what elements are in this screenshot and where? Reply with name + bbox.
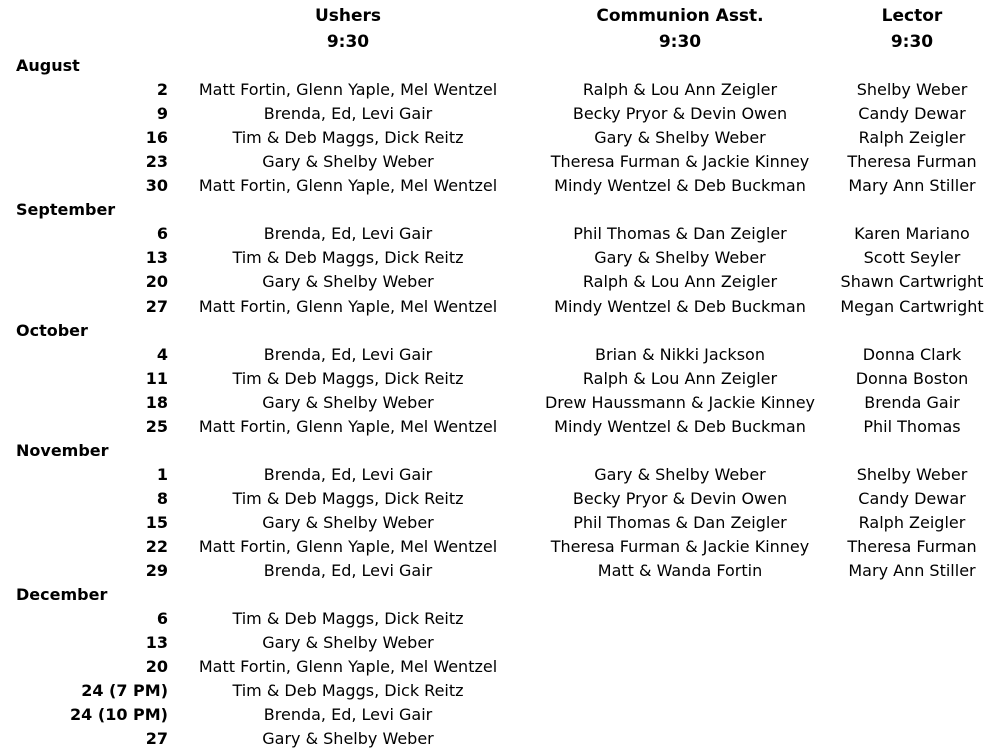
schedule-date: 23 xyxy=(145,152,168,172)
ushers-header: Ushers xyxy=(314,6,382,26)
lector-cell: Shawn Cartwright xyxy=(840,272,984,292)
lector-cell: Ralph Zeigler xyxy=(858,128,966,148)
schedule-date: 30 xyxy=(145,176,168,196)
communion-cell: Becky Pryor & Devin Owen xyxy=(572,488,788,508)
communion-header: Communion Asst. xyxy=(596,6,764,26)
ushers-cell: Brenda, Ed, Levi Gair xyxy=(263,705,433,725)
lector-header: Lector xyxy=(881,6,943,26)
ushers-cell: Tim & Deb Maggs, Dick Reitz xyxy=(232,609,464,629)
ushers-cell: Gary & Shelby Weber xyxy=(262,512,434,532)
ushers-time: 9:30 xyxy=(326,32,370,52)
schedule-date: 18 xyxy=(145,392,168,412)
schedule-date: 1 xyxy=(156,464,168,484)
schedule-date: 13 xyxy=(145,248,168,268)
schedule-date: 8 xyxy=(156,488,168,508)
communion-cell: Phil Thomas & Dan Zeigler xyxy=(573,224,787,244)
lector-cell: Megan Cartwright xyxy=(840,296,984,316)
schedule-date: 6 xyxy=(156,609,168,629)
communion-time: 9:30 xyxy=(658,32,702,52)
ushers-cell: Matt Fortin, Glenn Yaple, Mel Wentzel xyxy=(198,657,498,677)
communion-cell: Mindy Wentzel & Deb Buckman xyxy=(554,296,806,316)
communion-cell: Phil Thomas & Dan Zeigler xyxy=(573,512,787,532)
ushers-cell: Gary & Shelby Weber xyxy=(262,392,434,412)
schedule-date: 6 xyxy=(156,224,168,244)
schedule-date: 24 (10 PM) xyxy=(70,705,168,725)
communion-cell: Becky Pryor & Devin Owen xyxy=(572,104,788,124)
lector-cell: Theresa Furman xyxy=(847,152,977,172)
ushers-cell: Tim & Deb Maggs, Dick Reitz xyxy=(232,128,464,148)
month-heading: October xyxy=(16,320,88,340)
ushers-cell: Brenda, Ed, Levi Gair xyxy=(263,224,433,244)
lector-cell: Ralph Zeigler xyxy=(858,512,966,532)
schedule-date: 25 xyxy=(145,416,168,436)
communion-cell: Drew Haussmann & Jackie Kinney xyxy=(544,392,816,412)
lector-cell: Mary Ann Stiller xyxy=(848,176,976,196)
communion-cell: Gary & Shelby Weber xyxy=(594,248,766,268)
ushers-cell: Tim & Deb Maggs, Dick Reitz xyxy=(232,368,464,388)
ushers-cell: Brenda, Ed, Levi Gair xyxy=(263,104,433,124)
lector-cell: Brenda Gair xyxy=(864,392,960,412)
schedule-date: 16 xyxy=(145,128,168,148)
ushers-cell: Tim & Deb Maggs, Dick Reitz xyxy=(232,248,464,268)
ushers-cell: Tim & Deb Maggs, Dick Reitz xyxy=(232,488,464,508)
ushers-cell: Matt Fortin, Glenn Yaple, Mel Wentzel xyxy=(198,537,498,556)
schedule-date: 11 xyxy=(145,368,168,388)
ushers-cell: Matt Fortin, Glenn Yaple, Mel Wentzel xyxy=(198,296,498,316)
lector-cell: Shelby Weber xyxy=(856,80,968,100)
communion-cell: Ralph & Lou Ann Zeigler xyxy=(582,368,778,388)
communion-cell: Brian & Nikki Jackson xyxy=(595,344,765,364)
ushers-cell: Gary & Shelby Weber xyxy=(262,633,434,653)
communion-cell: Theresa Furman & Jackie Kinney xyxy=(550,152,810,172)
schedule-date: 20 xyxy=(145,657,168,677)
schedule-date: 2 xyxy=(156,80,168,100)
communion-cell: Theresa Furman & Jackie Kinney xyxy=(550,537,810,556)
lector-cell: Mary Ann Stiller xyxy=(848,561,976,581)
lector-cell: Theresa Furman xyxy=(847,537,977,556)
ushers-cell: Brenda, Ed, Levi Gair xyxy=(263,464,433,484)
communion-cell: Gary & Shelby Weber xyxy=(594,464,766,484)
communion-cell: Ralph & Lou Ann Zeigler xyxy=(582,80,778,100)
schedule-date: 13 xyxy=(145,633,168,653)
lector-cell: Donna Boston xyxy=(855,368,969,388)
ushers-cell: Gary & Shelby Weber xyxy=(262,152,434,172)
month-heading: August xyxy=(16,56,80,75)
communion-cell: Gary & Shelby Weber xyxy=(594,128,766,148)
lector-cell: Candy Dewar xyxy=(858,488,966,508)
month-heading: December xyxy=(16,585,108,605)
month-heading: September xyxy=(16,200,116,220)
lector-time: 9:30 xyxy=(890,32,934,52)
lector-cell: Candy Dewar xyxy=(858,104,966,124)
communion-cell: Matt & Wanda Fortin xyxy=(597,561,763,581)
ushers-cell: Matt Fortin, Glenn Yaple, Mel Wentzel xyxy=(198,80,498,100)
schedule-date: 27 xyxy=(145,296,168,316)
communion-cell: Mindy Wentzel & Deb Buckman xyxy=(554,416,806,436)
ushers-cell: Gary & Shelby Weber xyxy=(262,729,434,749)
ushers-cell: Tim & Deb Maggs, Dick Reitz xyxy=(232,681,464,701)
lector-cell: Donna Clark xyxy=(862,344,962,364)
schedule-date: 27 xyxy=(145,729,168,749)
lector-cell: Shelby Weber xyxy=(856,464,968,484)
lector-cell: Scott Seyler xyxy=(863,248,961,268)
schedule-date: 20 xyxy=(145,272,168,292)
month-heading: November xyxy=(16,440,109,460)
schedule-date: 22 xyxy=(145,537,168,556)
ushers-cell: Matt Fortin, Glenn Yaple, Mel Wentzel xyxy=(198,416,498,436)
schedule-date: 9 xyxy=(156,104,168,124)
ushers-cell: Brenda, Ed, Levi Gair xyxy=(263,344,433,364)
schedule-date: 24 (7 PM) xyxy=(81,681,168,701)
lector-cell: Phil Thomas xyxy=(863,416,961,436)
ushers-cell: Brenda, Ed, Levi Gair xyxy=(263,561,433,581)
communion-cell: Mindy Wentzel & Deb Buckman xyxy=(554,176,806,196)
lector-cell: Karen Mariano xyxy=(854,224,970,244)
communion-cell: Ralph & Lou Ann Zeigler xyxy=(582,272,778,292)
schedule-date: 15 xyxy=(145,512,168,532)
ushers-cell: Gary & Shelby Weber xyxy=(262,272,434,292)
schedule-date: 4 xyxy=(156,344,168,364)
ushers-cell: Matt Fortin, Glenn Yaple, Mel Wentzel xyxy=(198,176,498,196)
schedule-date: 29 xyxy=(145,561,168,581)
